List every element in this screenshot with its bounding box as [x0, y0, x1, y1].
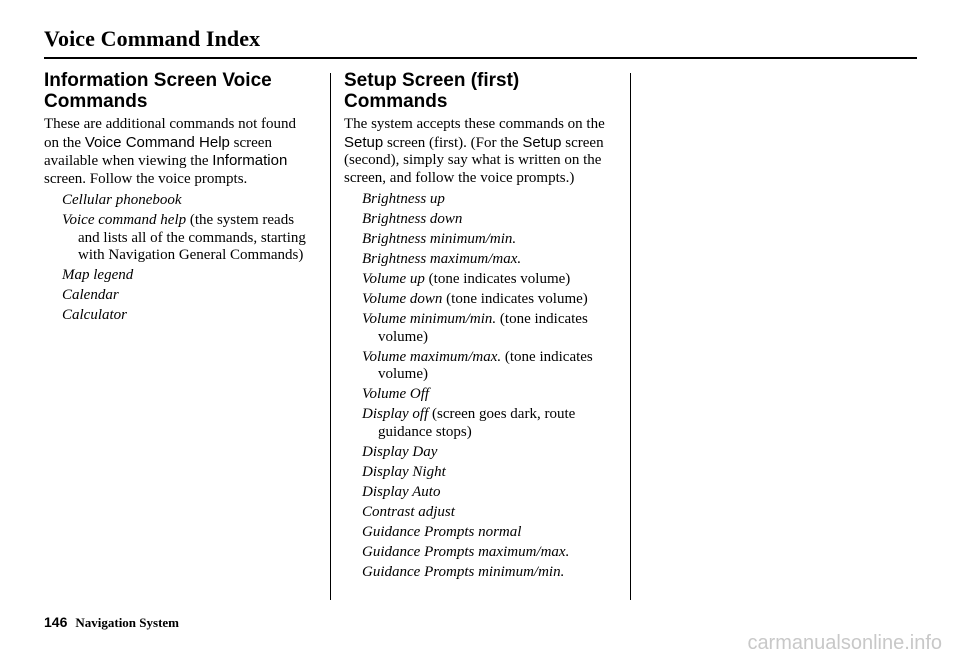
command-phrase: Display Night [362, 463, 446, 480]
screen-name: Setup [522, 133, 562, 151]
command-item [344, 544, 620, 562]
command-item [344, 311, 620, 346]
command-item [344, 504, 620, 522]
command-phrase: Brightness down [362, 211, 463, 227]
command-phrase: Volume maximum/max. [362, 348, 502, 365]
command-item [44, 307, 314, 325]
command-item [44, 267, 314, 285]
intro-text: These are additional commands not found on the [44, 116, 297, 151]
watermark: carmanualsonline.info [747, 632, 942, 654]
command-phrase: Brightness maximum/max. [362, 251, 522, 267]
page-footer [44, 614, 179, 631]
command-item [344, 524, 620, 542]
command-phrase: Brightness up [362, 191, 445, 207]
command-item [344, 291, 620, 309]
command-note: (tone indicates volume) [442, 291, 588, 307]
command-phrase: Volume minimum/min. [362, 311, 497, 327]
command-item [344, 564, 620, 582]
command-phrase: Guidance Prompts normal [362, 523, 522, 540]
intro-text: screen (first). (For the [383, 134, 523, 151]
command-item [344, 271, 620, 289]
command-item [44, 192, 314, 210]
screen-name: Setup [344, 133, 384, 151]
screen-name: Voice Command Help [84, 133, 230, 151]
command-item [344, 406, 620, 441]
command-item [344, 464, 620, 482]
command-item [344, 386, 620, 404]
command-note: (tone indicates volume) [378, 311, 588, 345]
page-title: Voice Command Index [44, 26, 261, 51]
command-phrase: Calculator [62, 307, 128, 323]
setup-commands-intro [344, 116, 620, 187]
command-item [44, 212, 314, 265]
information-commands-intro [44, 116, 314, 188]
command-item [344, 484, 620, 502]
command-phrase: Display Auto [362, 483, 441, 500]
command-item [344, 251, 620, 269]
command-phrase: Contrast adjust [362, 503, 455, 520]
column-divider [330, 73, 331, 600]
command-phrase: Volume Off [362, 386, 430, 402]
command-phrase: Map legend [62, 267, 134, 283]
command-note: (tone indicates volume) [378, 348, 593, 382]
setup-commands-heading: Setup Screen (first) Commands [344, 70, 520, 112]
command-phrase: Volume down [362, 291, 443, 307]
header-rule [44, 57, 917, 59]
information-commands-list [44, 192, 314, 325]
command-item [44, 287, 314, 305]
command-phrase: Display off [362, 406, 429, 422]
command-item [344, 211, 620, 229]
command-note: (tone indicates volume) [424, 271, 571, 287]
command-item [344, 444, 620, 462]
command-item [344, 231, 620, 249]
footer-label: Navigation System [75, 615, 179, 630]
command-phrase: Volume up [362, 271, 425, 287]
command-note: (screen goes dark, route guidance stops) [378, 406, 576, 440]
intro-text: screen available when viewing the [44, 134, 272, 169]
intro-text: screen (second), simply say what is written on the screen, and follow the voice prompts.) [344, 134, 604, 186]
command-note: (the system reads and lists all of the commands, starting with Navigation General Commands) [78, 212, 306, 263]
command-phrase: Cellular phonebook [62, 192, 182, 208]
command-phrase: Guidance Prompts minimum/min. [362, 563, 565, 580]
intro-text: The system accepts these commands on the [344, 116, 605, 132]
intro-text: screen. Follow the voice prompts. [44, 170, 248, 187]
command-phrase: Voice command help [62, 212, 187, 228]
screen-name: Information [212, 152, 288, 169]
command-phrase: Brightness minimum/min. [362, 231, 517, 247]
column-divider [630, 73, 631, 600]
information-commands-column [44, 70, 314, 327]
command-phrase: Guidance Prompts maximum/max. [362, 543, 570, 560]
setup-commands-column [344, 70, 620, 584]
setup-commands-list [344, 191, 620, 581]
command-item [344, 349, 620, 384]
command-phrase: Calendar [62, 287, 119, 303]
command-phrase: Display Day [362, 443, 438, 460]
information-commands-heading: Information Screen Voice Commands [44, 70, 272, 112]
page-number: 146 [44, 614, 68, 630]
command-item [344, 191, 620, 209]
